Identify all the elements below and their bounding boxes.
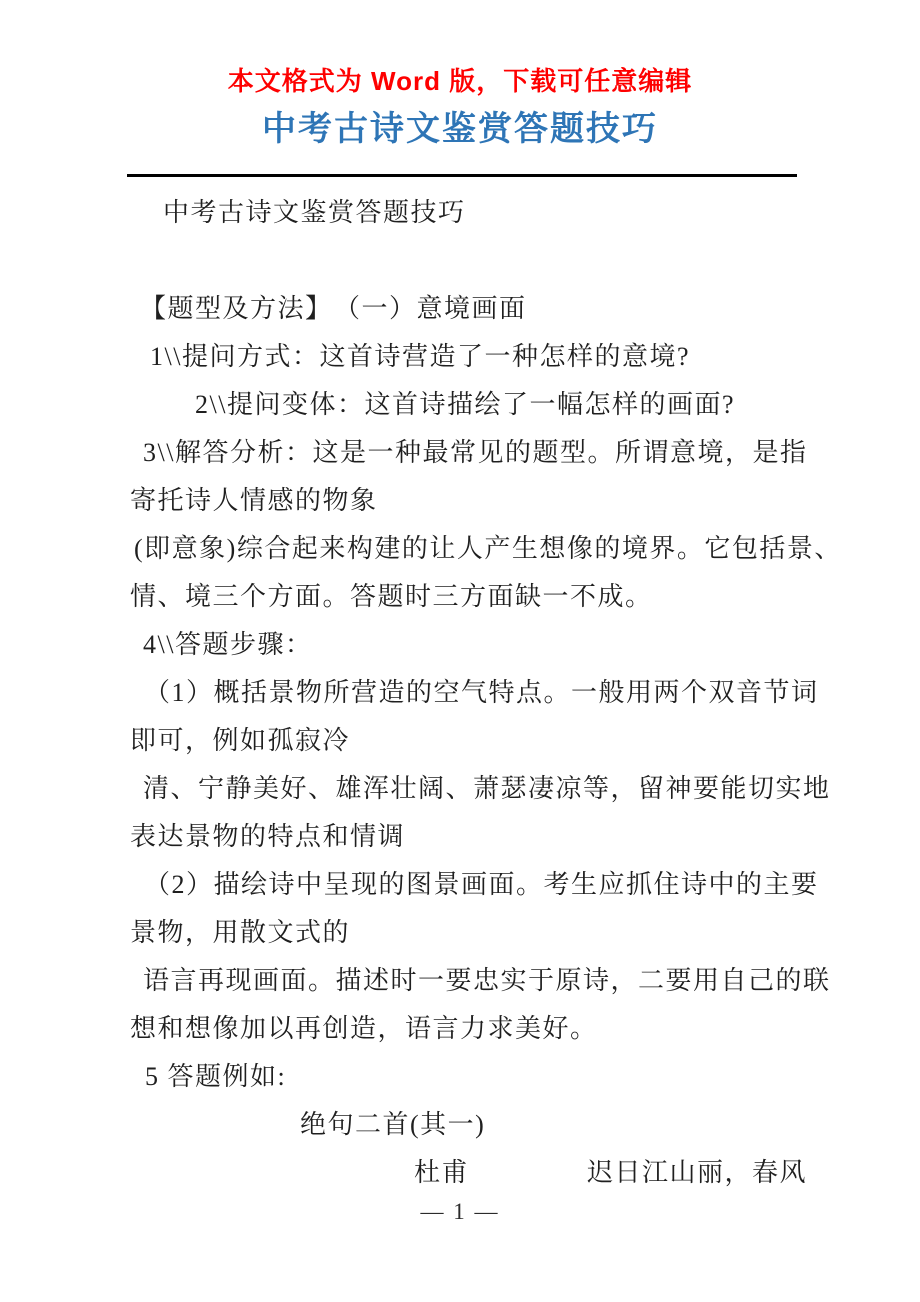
page-number: — 1 —	[420, 1199, 500, 1224]
poem-author: 杜甫	[414, 1158, 470, 1187]
title-divider	[127, 174, 797, 177]
body-line: （2）描绘诗中呈现的图景画面。考生应抓住诗中的主要	[144, 870, 819, 899]
body-line: 5 答题例如:	[145, 1062, 287, 1091]
poem-title: 绝句二首(其一)	[300, 1110, 486, 1139]
format-notice: 本文格式为 Word 版，下载可任意编辑	[227, 66, 693, 96]
body-line: 景物，用散文式的	[130, 918, 351, 947]
body-line: 表达景物的特点和情调	[130, 822, 406, 851]
body-line: 语言再现画面。描述时一要忠实于原诗，二要用自己的联	[143, 966, 831, 995]
document-title: 中考古诗文鉴赏答题技巧	[262, 111, 658, 148]
body-line: 清、宁静美好、雄浑壮阔、萧瑟凄凉等，留神要能切实地	[143, 774, 831, 803]
body-line: （1）概括景物所营造的空气特点。一般用两个双音节词	[144, 678, 819, 707]
document-body	[130, 189, 842, 1197]
body-line: 3\\解答分析：这是一种最常见的题型。所谓意境，是指	[143, 438, 808, 467]
body-line: 想和想像加以再创造，语言力求美好。	[130, 1014, 598, 1043]
section-heading: 【题型及方法】 （一）意境画面	[140, 294, 527, 323]
poem-line	[130, 1149, 808, 1197]
body-line: 寄托诗人情感的物象	[130, 486, 378, 515]
body-line: 2\\提问变体：这首诗描绘了一幅怎样的画面?	[195, 390, 735, 419]
blank-line	[130, 237, 805, 285]
body-line: (即意象)综合起来构建的让人产生想像的境界。它包括景、	[134, 534, 842, 563]
poem-verse: 迟日江山丽，春风	[587, 1158, 808, 1187]
body-line: 中考古诗文鉴赏答题技巧	[163, 198, 466, 227]
body-line: 4\\答题步骤：	[143, 630, 313, 659]
body-line: 情、境三个方面。答题时三方面缺一不成。	[130, 582, 653, 611]
body-line: 即可，例如孤寂冷	[130, 726, 351, 755]
body-line: 1\\提问方式：这首诗营造了一种怎样的意境?	[150, 342, 690, 371]
